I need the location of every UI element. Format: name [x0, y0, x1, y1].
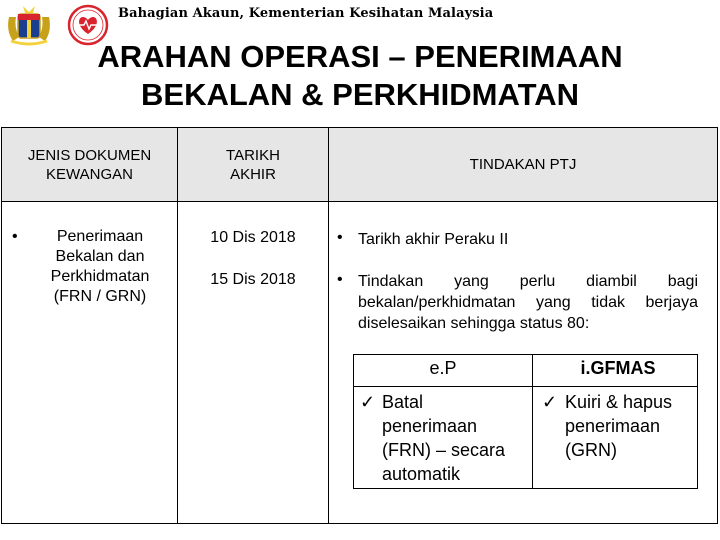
title-line-1: ARAHAN OPERASI – PENERIMAAN	[97, 39, 623, 74]
page-title	[30, 38, 690, 114]
header-ptj-action: TINDAKAN PTJ	[469, 156, 577, 173]
check-icon: ✓	[542, 392, 558, 412]
ep-action: Batal penerimaan (FRN) – secara automatik	[382, 392, 506, 484]
document-type-text: Penerimaan Bekalan dan Perkhidmatan (FRN / GRN)	[50, 228, 150, 305]
bullet: •	[337, 229, 343, 246]
check-icon: ✓	[360, 392, 376, 412]
title-line-2: BEKALAN & PERKHIDMATAN	[141, 77, 579, 112]
sub-table-header-divider	[354, 386, 697, 387]
sub-header-ep: e.P	[429, 358, 457, 378]
deadline-date-2: 15 Dis 2018	[210, 271, 296, 288]
action-text-2: Tindakan yang perlu diambil bagi bekalan/perkhidmatan yang tidak berjaya diselesaikan sehingga status 80:	[358, 273, 698, 332]
header-document-type: JENIS DOKUMEN KEWANGAN	[27, 146, 152, 183]
header-deadline: TARIKH AKHIR	[226, 146, 280, 183]
deadline-date-1: 10 Dis 2018	[210, 229, 296, 246]
sub-header-igfmas: i.GFMAS	[580, 358, 656, 378]
bullet: •	[337, 271, 343, 288]
bullet: •	[12, 228, 18, 245]
header-text: Bahagian Akaun, Kementerian Kesihatan Malaysia	[118, 6, 494, 21]
igfmas-action: Kuiri & hapus penerimaan (GRN)	[565, 392, 673, 460]
header-divider	[2, 201, 717, 202]
action-text-1: Tarikh akhir Peraku II	[358, 231, 509, 248]
